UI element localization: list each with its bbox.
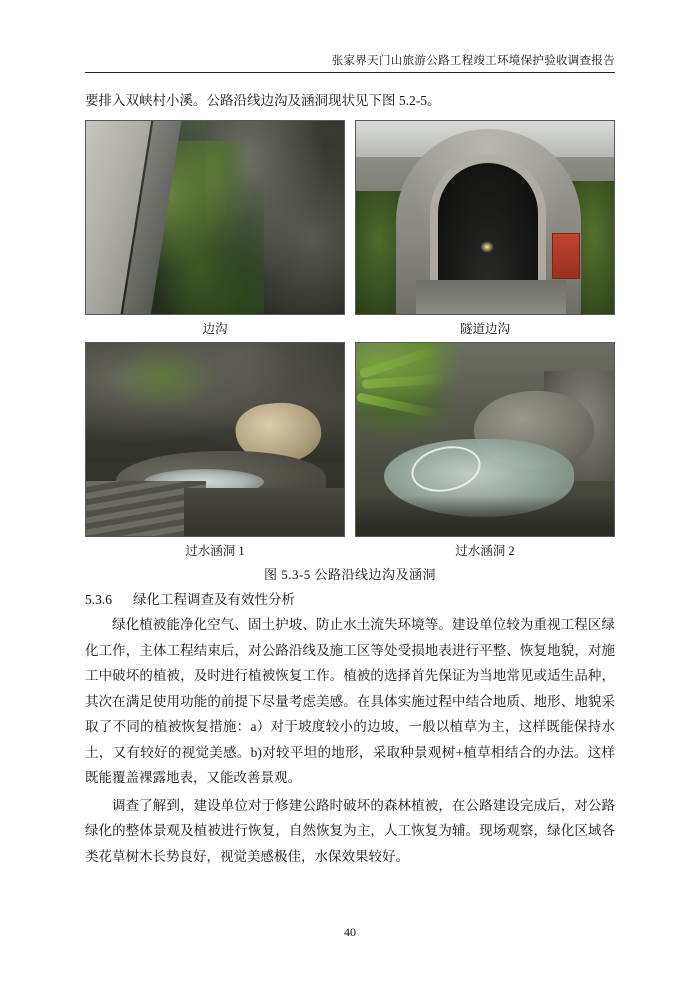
photo-culvert-1 <box>85 342 345 537</box>
foreground-rock-shape <box>184 488 344 536</box>
tunnel-road-shape <box>416 280 566 314</box>
section-number: 5.3.6 <box>85 592 112 607</box>
figure-row-top <box>85 120 615 340</box>
paragraph-2: 调查了解到，建设单位对于修建公路时破坏的森林植被，在公路建设完成后，对公路绿化的整体景观及植被进行恢复，自然恢复为主，人工恢复为辅。现场观察，绿化区域各类花草树木长势良好，视觉美感极佳，水保效果较好。 <box>85 797 615 864</box>
tunnel-light-shape <box>480 241 494 253</box>
paragraph-1: 绿化植被能净化空气、固土护坡、防止水土流失环境等。建设单位较为重视工程区绿化工作，主体工程结束后，对公路沿线及施工区等处受损地表进行平整、恢复地貌，对施工中破坏的植被，及时进行植被恢复工作。植被的选择首先保证为当地常见或适生品种，其次在满足使用功能的前提下尽量考虑美感。在具体实施过程中结合地质、地形、地貌采取了不同的植被恢复措施：a）对于坡度较小的边坡，一般以植草为主，这样既能保持水土，又有较好的视觉美感。b)对较平坦的地形，采取种景观树+植草相结合的办法。这样既能覆盖裸露地表，又能改善景观。 <box>85 617 615 785</box>
section-heading <box>85 588 295 608</box>
photo-caption-4: 过水涵洞 2 <box>455 544 515 558</box>
photo-tunnel-ditch <box>355 120 615 315</box>
figure-cell-1 <box>85 120 345 340</box>
figure-cell-3 <box>85 342 345 562</box>
header-divider <box>85 72 615 73</box>
figure-group <box>85 120 615 583</box>
photo-caption-3: 过水涵洞 1 <box>185 544 245 558</box>
moss-patch-shape <box>108 343 218 413</box>
figure-row-bottom <box>85 342 615 562</box>
photo-roadside-ditch <box>85 120 345 315</box>
tunnel-sign-shape <box>552 233 580 279</box>
figure-cell-4 <box>355 342 615 562</box>
page-header: 张家界天门山旅游公路工程竣工环境保护验收调查报告 <box>331 55 615 67</box>
figure-cell-2 <box>355 120 615 340</box>
photo-culvert-2 <box>355 342 615 537</box>
figure-title: 图 5.3-5 公路沿线边沟及涵洞 <box>263 567 437 582</box>
intro-paragraph: 要排入双峡村小溪。公路沿线边沟及涵洞现状见下图 5.2-5。 <box>85 93 441 108</box>
foreground-shadow-shape <box>356 496 614 536</box>
photo-caption-1: 边沟 <box>202 322 228 336</box>
section-title: 绿化工程调查及有效性分析 <box>133 592 295 607</box>
section-body <box>85 612 615 869</box>
page-number: 40 <box>344 925 356 939</box>
photo-caption-2: 隧道边沟 <box>459 322 510 336</box>
